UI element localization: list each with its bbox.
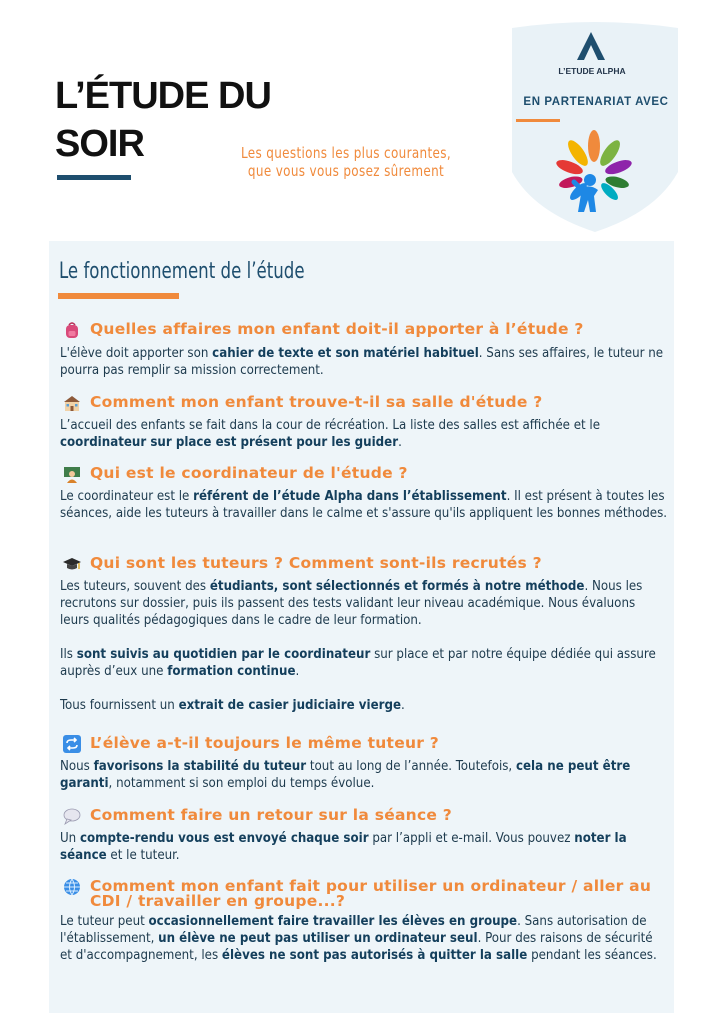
faq-item-2 — [60, 395, 668, 451]
faq-answer: Le tuteur peut occasionnellement faire travailler les élèves en groupe. Sans autorisation de l'établissement, un élève ne peut pas utiliser un ordinateur seul. Pour des raisons de sécurité et d'accompagnement, les élèves ne sont pas autorisés à quitter la salle pendant les séances. — [60, 914, 657, 963]
section-underline — [58, 293, 179, 299]
faq-answer: Le coordinateur est le référent de l’étude Alpha dans l’établissement. Il est présent à toutes les séances, aide les tuteurs à travailler dans le calme et s'assure qu'ils appliquent les bonnes méthodes. — [60, 489, 668, 521]
faq-question-text: Qui est le coordinateur de l'étude ? — [90, 464, 408, 482]
teacher-icon — [62, 465, 82, 483]
section-title: Le fonctionnement de l’étude — [59, 259, 305, 284]
faq-answer: Les tuteurs, souvent des étudiants, sont sélectionnés et formés à notre méthode. Nous les recrutons sur dossier, puis ils passent des tests validant leur niveau académique. Nous évaluons leurs qualités pédagogiques dans le cadre de leur formation. — [60, 579, 643, 628]
title-underline — [57, 175, 131, 180]
faq-item-7 — [60, 879, 668, 964]
subtitle-line-1: Les questions les plus courantes, — [240, 144, 452, 162]
subtitle-line-2: que vous vous posez sûrement — [247, 162, 445, 180]
brand-name: L’ETUDE ALPHA — [558, 66, 626, 76]
faq-item-5 — [60, 736, 668, 792]
subtitle — [217, 144, 475, 180]
faq-answer: Ils sont suivis au quotidien par le coordinateur sur place et par notre équipe dédiée qui assure auprès d’eux une formation continue. — [60, 647, 656, 679]
faq-question-text: Comment faire un retour sur la séance ? — [90, 806, 453, 824]
faq-item-1 — [60, 322, 668, 379]
faq-question-text: Quelles affaires mon enfant doit-il apporter à l’étude ? — [90, 320, 584, 338]
partner-logo-icon — [546, 124, 642, 220]
faq-answer: Tous fournissent un extrait de casier judiciaire vierge. — [60, 698, 405, 713]
faq-answer: Nous favorisons la stabilité du tuteur tout au long de l’année. Toutefois, cela ne peut être garanti, notamment si son emploi du temps évolue. — [60, 759, 631, 791]
faq-question-text: L’élève a-t-il toujours le même tuteur ? — [90, 734, 440, 752]
faq-question — [60, 736, 668, 753]
faq-answer: L'élève doit apporter son cahier de texte et son matériel habituel. Sans ses affaires, le tuteur ne pourra pas remplir sa mission correctement. — [60, 346, 664, 378]
title-line-1: L’ÉTUDE DU — [55, 75, 271, 117]
faq-question — [60, 808, 668, 825]
faq-question — [60, 879, 668, 909]
globe-icon — [62, 878, 82, 896]
faq-question — [60, 395, 668, 412]
faq-question — [60, 466, 668, 483]
repeat-icon — [62, 735, 82, 753]
faq-question — [60, 322, 668, 339]
backpack-icon — [62, 321, 82, 339]
partner-label: EN PARTENARIAT AVEC — [523, 96, 669, 108]
title-line-2: SOIR — [55, 123, 144, 165]
faq-question-text: Comment mon enfant trouve-t-il sa salle d'étude ? — [90, 393, 543, 411]
faq-answer: L’accueil des enfants se fait dans la cour de récréation. La liste des salles est affichée et le coordinateur sur place est présent pour les guider. — [60, 418, 601, 450]
faq-item-3 — [60, 466, 668, 522]
faq-answer: Un compte-rendu vous est envoyé chaque soir par l’appli et e-mail. Vous pouvez noter la séance et le tuteur. — [60, 831, 627, 863]
faq-question-text: Qui sont les tuteurs ? Comment sont-ils recrutés ? — [90, 554, 542, 572]
etude-alpha-logo-icon — [574, 30, 608, 64]
speech-bubble-icon — [62, 807, 82, 825]
partner-underline — [516, 119, 560, 122]
faq-item-6 — [60, 808, 668, 864]
faq-item-4 — [60, 556, 668, 714]
school-icon — [62, 394, 82, 412]
graduation-cap-icon — [62, 555, 82, 573]
faq-question-text: Comment mon enfant fait pour utiliser un ordinateur / aller au CDI / travailler en groupe...? — [90, 877, 652, 910]
faq-question — [60, 556, 668, 573]
